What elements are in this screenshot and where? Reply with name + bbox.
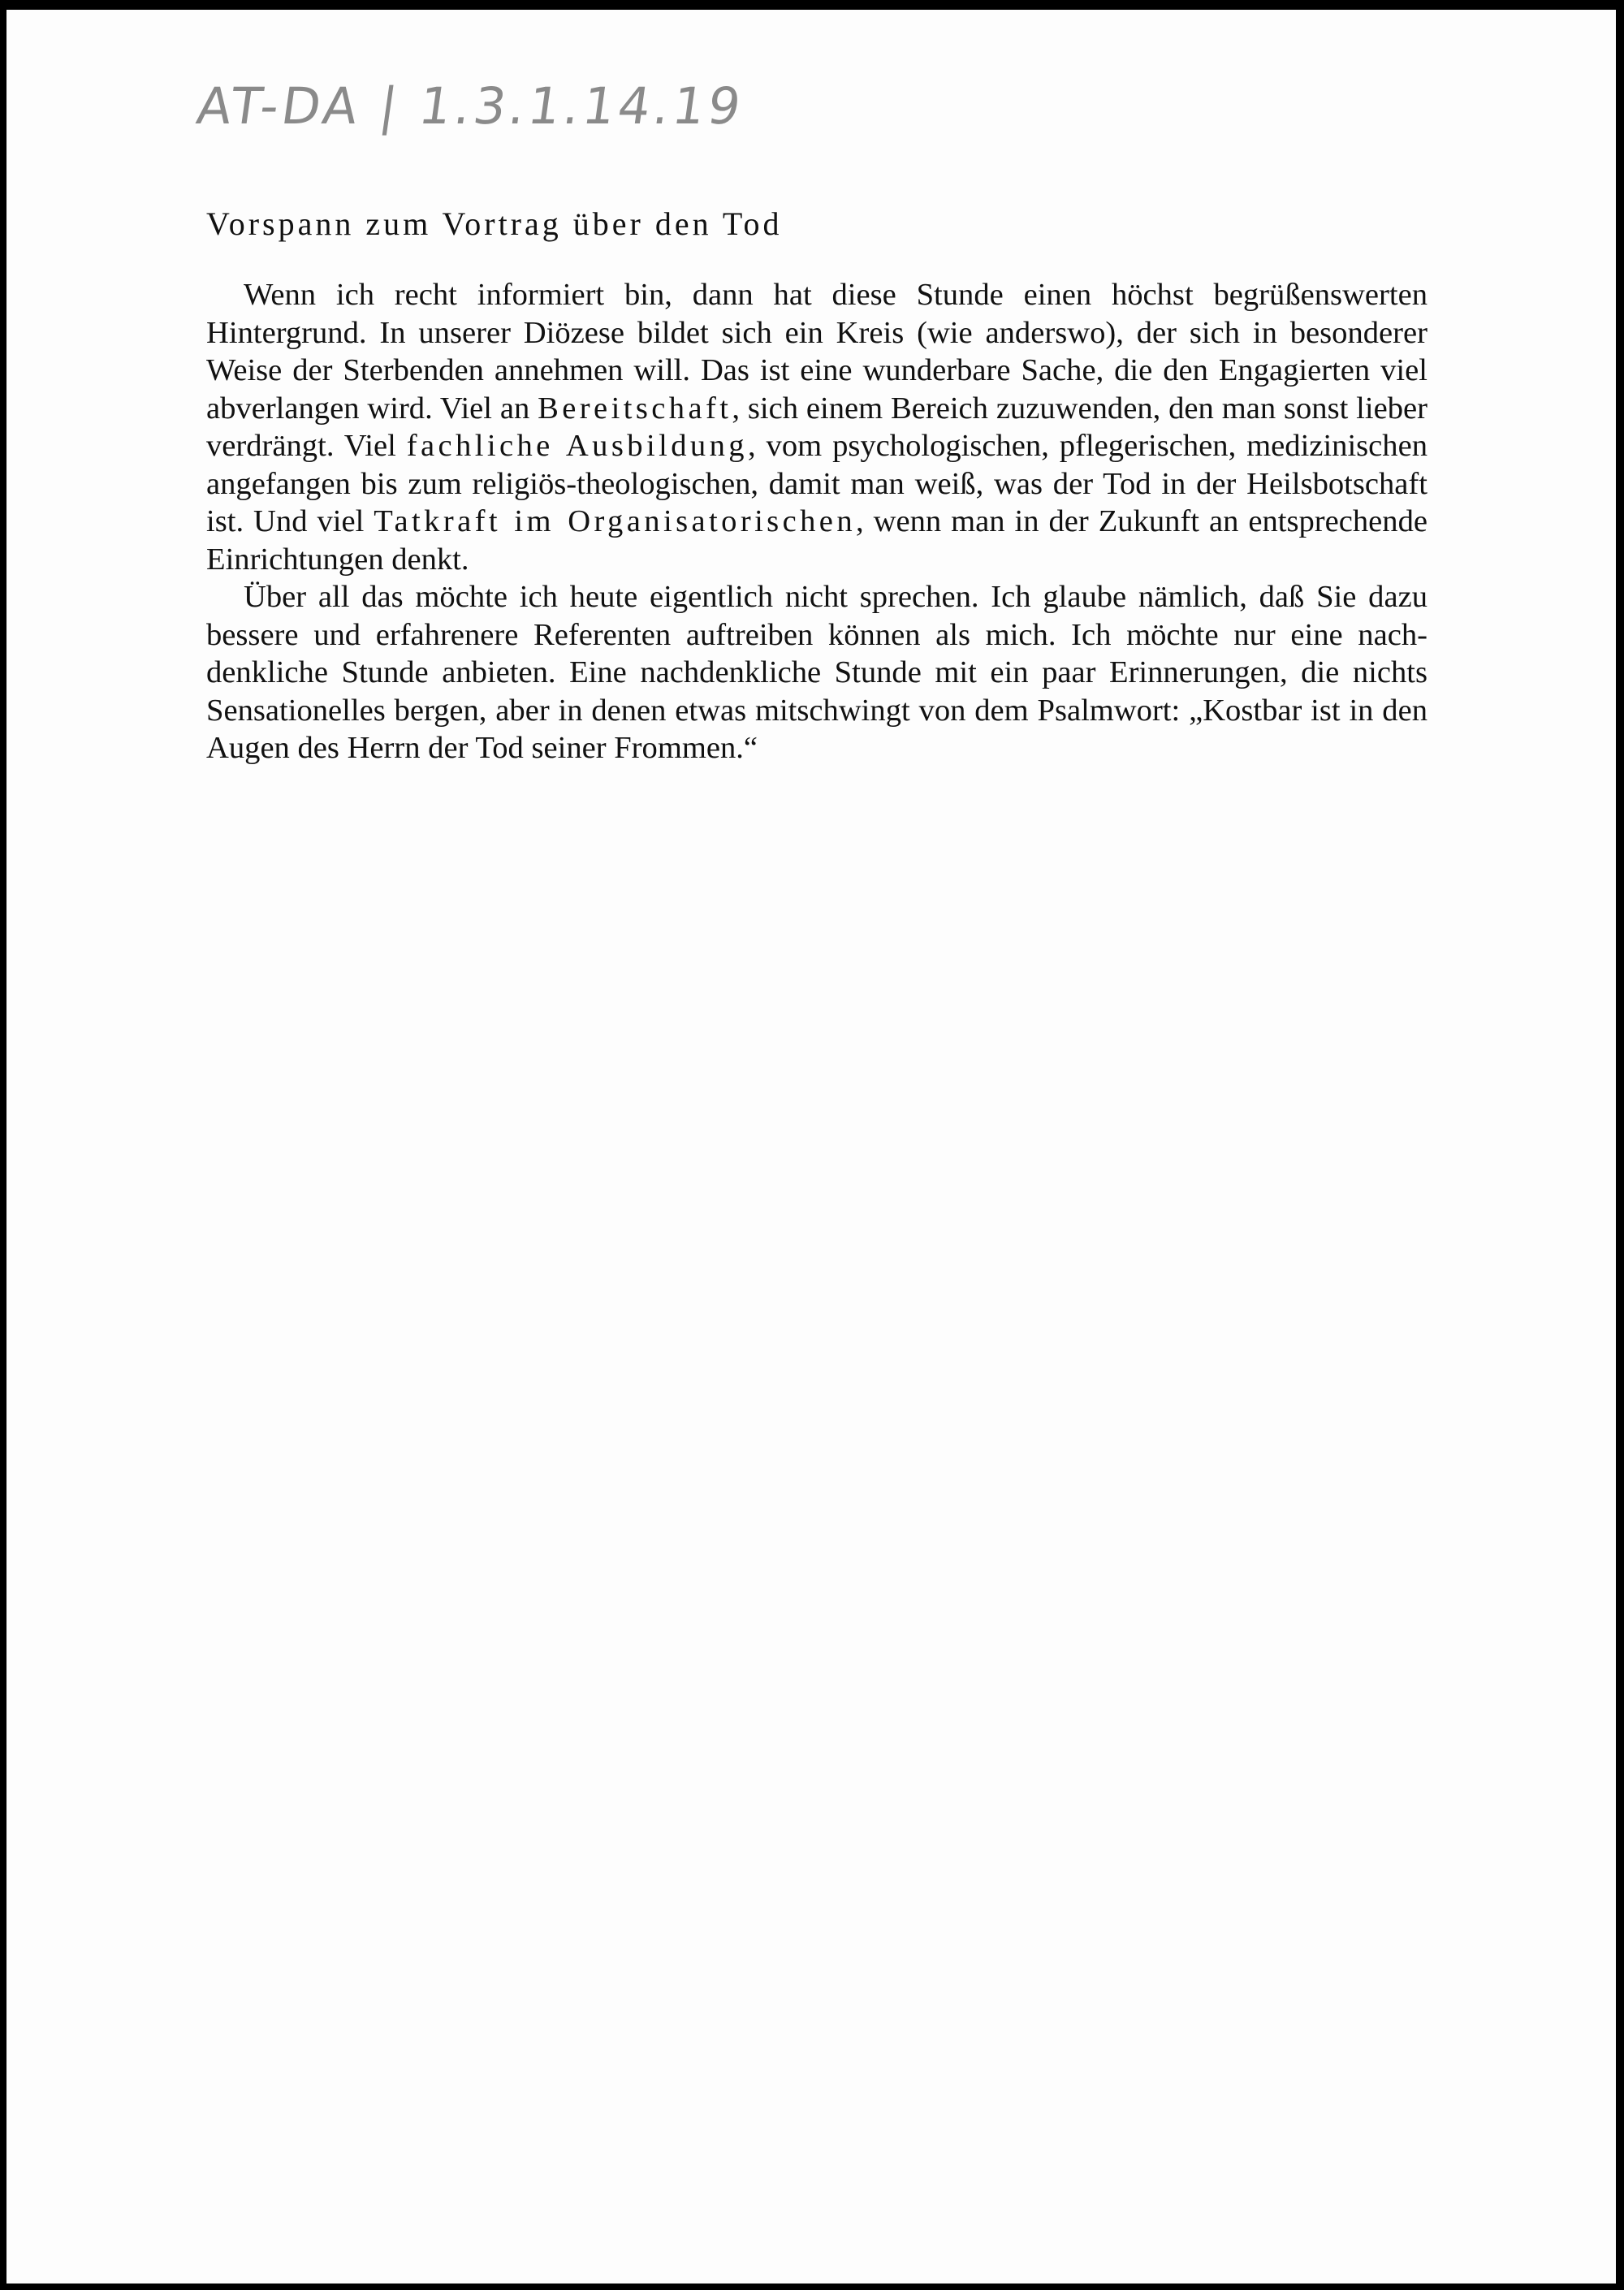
paragraph-1-text-c: , vom psychologischen, pflegerischen, medizinischen angefangen bis zum religiös-theologischen, damit man weiß, was der Tod in der Heilsbotschaft ist. Und viel (206, 429, 1428, 538)
spaced-emphasis-tatkraft: Tatkraft im Organisatorischen (374, 504, 857, 538)
paragraph-1-text-a: Wenn ich recht informiert bin, dann hat diese Stunde einen höchst begrüßenswerten Hintergrund. In unserer Diözese bildet sich ein Kreis (wie anderswo), der sich in besonderer Weise der Sterbenden annehmen will. Das ist eine wunderbare Sache, die den Engagierten viel abverlangen wird. Viel an (206, 278, 1427, 426)
spaced-emphasis-ausbildung: fachliche Ausbildung (406, 429, 748, 463)
document-title: Vorspann zum Vortrag über den Tod (206, 205, 783, 242)
paragraph-1-text-d: , wenn man in der Zukunft an entsprechende Einrichtungen denkt. (206, 504, 1427, 577)
spaced-emphasis-bereitschaft: Bereitschaft (538, 391, 732, 426)
handwritten-archive-signature: AT-DA | 1.3.1.14.19 (192, 76, 748, 136)
document-body (206, 276, 1427, 767)
document-sheet (6, 10, 1616, 2284)
paragraph-1-text-b: , sich einem Bereich zuzuwenden, den man sonst lieber verdrängt. Viel (206, 391, 1427, 463)
paragraph-2: Über all das möchte ich heute eigentlich nicht sprechen. Ich glaube nämlich, daß Sie dazu bessere und erfahrenere Referenten auftreiben können als mich. Ich möchte nur eine nachdenkliche Stunde anbieten. Eine nachdenkliche Stunde mit ein paar Erinnerungen, die nichts Sensationelles bergen, aber in denen etwas mitschwingt von dem Psalmwort: „Kostbar ist in den Augen des Herrn der Tod seiner Frommen.“ (206, 580, 1427, 765)
paragraph-1 (206, 276, 1427, 578)
